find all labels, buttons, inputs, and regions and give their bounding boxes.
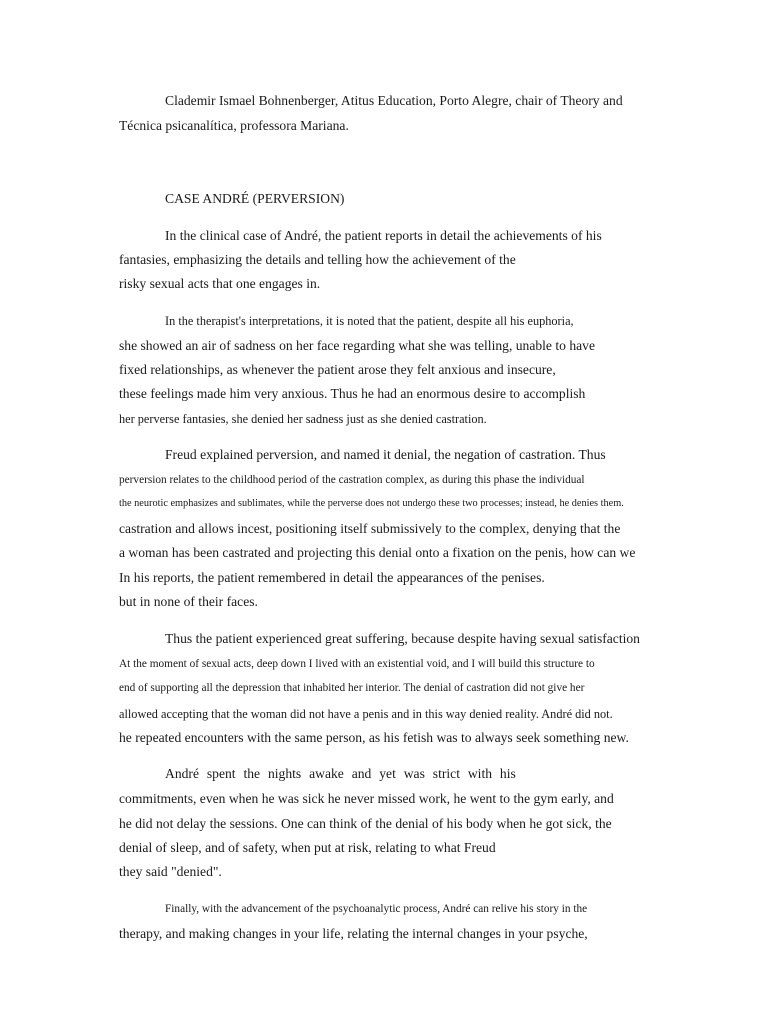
paragraph-line: a woman has been castrated and projecting this denial onto a fixation on the penis, how can we: [119, 545, 636, 560]
paragraph-line: In his reports, the patient remembered in detail the appearances of the penises.: [119, 570, 545, 585]
paragraph-line: risky sexual acts that one engages in.: [119, 276, 321, 291]
paragraph-line: Finally, with the advancement of the psychoanalytic process, André can relive his story in the: [165, 903, 588, 915]
paragraph-line: denial of sleep, and of safety, when put at risk, relating to what Freud: [119, 840, 496, 855]
paragraph-line: Freud explained perversion, and named it denial, the negation of castration. Thus: [165, 447, 606, 462]
paragraph-line: end of supporting all the depression that inhabited her interior. The denial of castration did not give her: [119, 682, 585, 694]
case-title: CASE ANDRÉ (PERVERSION): [165, 191, 345, 206]
paragraph-line: they said "denied".: [119, 864, 222, 879]
author-line: Técnica psicanalítica, professora Mariana.: [119, 118, 349, 133]
paragraph-line: At the moment of sexual acts, deep down I lived with an existential void, and I will build this structure to: [119, 658, 595, 670]
paragraph-line: but in none of their faces.: [119, 594, 258, 609]
paragraph-line: fantasies, emphasizing the details and telling how the achievement of the: [119, 252, 516, 267]
paragraph-line: these feelings made him very anxious. Thus he had an enormous desire to accomplish: [119, 386, 586, 401]
author-line: Clademir Ismael Bohnenberger, Atitus Education, Porto Alegre, chair of Theory and: [165, 93, 623, 108]
paragraph-line: Thus the patient experienced great suffering, because despite having sexual satisfaction: [165, 631, 640, 646]
paragraph-line: In the therapist's interpretations, it is noted that the patient, despite all his euphoria,: [165, 314, 574, 328]
paragraph-line: her perverse fantasies, she denied her sadness just as she denied castration.: [119, 412, 487, 426]
paragraph-line: she showed an air of sadness on her face regarding what she was telling, unable to have: [119, 338, 596, 353]
paragraph-line: In the clinical case of André, the patient reports in detail the achievements of his: [165, 228, 602, 243]
paragraph-line: he repeated encounters with the same person, as his fetish was to always seek something new.: [119, 730, 629, 745]
paragraph-line: therapy, and making changes in your life, relating the internal changes in your psyche,: [119, 926, 588, 941]
paragraph-line: he did not delay the sessions. One can think of the denial of his body when he got sick, the: [119, 816, 612, 831]
paragraph-line: castration and allows incest, positioning itself submissively to the complex, denying that the: [119, 521, 621, 536]
paragraph-line: commitments, even when he was sick he never missed work, he went to the gym early, and: [119, 791, 614, 806]
paragraph-line: the neurotic emphasizes and sublimates, while the perverse does not undergo these two processes; instead, he denies them.: [119, 498, 624, 509]
paragraph-line: perversion relates to the childhood period of the castration complex, as during this phase the individual: [119, 474, 585, 486]
paragraph-line: André spent the nights awake and yet was strict with his: [165, 766, 516, 781]
paragraph-line: allowed accepting that the woman did not have a penis and in this way denied reality. André did not.: [119, 707, 613, 721]
paragraph-line: fixed relationships, as whenever the patient arose they felt anxious and insecure,: [119, 362, 556, 377]
